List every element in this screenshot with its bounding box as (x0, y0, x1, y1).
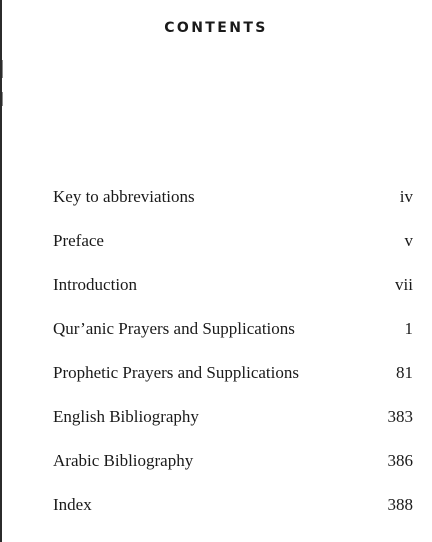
toc-entry-page: 386 (387, 451, 413, 470)
toc-entry-page: v (404, 231, 413, 250)
toc-entry (53, 490, 413, 534)
toc-entry-title: Index (53, 495, 92, 514)
toc-entry-page: 81 (396, 363, 413, 382)
toc-entry (53, 226, 413, 270)
toc-entry-page: vii (395, 275, 413, 294)
page-title: CONTENTS (164, 20, 268, 36)
toc-entry (53, 402, 413, 446)
toc-entry-title: English Bibliography (53, 407, 199, 426)
toc-entry-title: Key to abbreviations (53, 187, 195, 206)
toc-entry (53, 314, 413, 358)
toc-entry-page: 383 (387, 407, 413, 426)
table-of-contents (53, 182, 413, 534)
toc-entry-title: Prophetic Prayers and Supplications (53, 363, 299, 382)
toc-entry (53, 270, 413, 314)
toc-entry-title: Arabic Bibliography (53, 451, 194, 470)
toc-entry (53, 446, 413, 490)
toc-entry (53, 358, 413, 402)
toc-entry-page: 1 (404, 319, 413, 338)
page-edge (0, 0, 2, 542)
toc-entry-title: Preface (53, 231, 104, 250)
page-edge-mark (2, 92, 3, 106)
page-edge-mark (2, 60, 3, 78)
toc-entry-title: Introduction (53, 275, 138, 294)
toc-entry-page: 388 (387, 495, 413, 514)
toc-entry-title: Qur’anic Prayers and Supplications (53, 319, 295, 338)
toc-entry (53, 182, 413, 226)
toc-entry-page: iv (399, 187, 413, 206)
